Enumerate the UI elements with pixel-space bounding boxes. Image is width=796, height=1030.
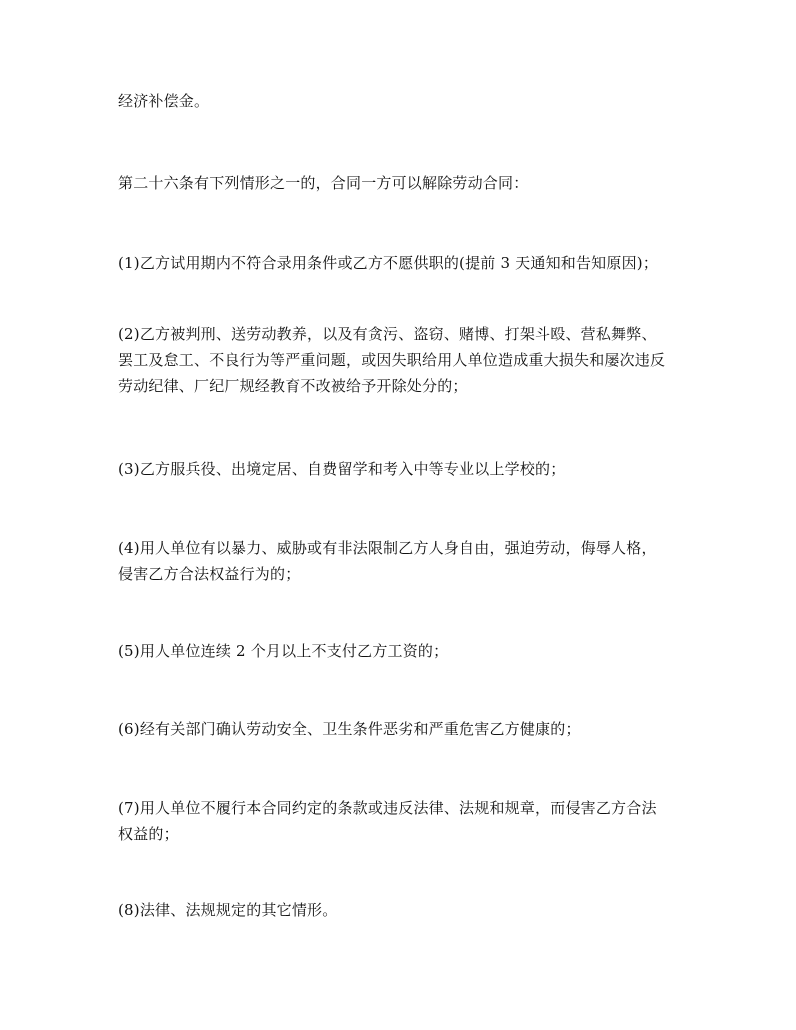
text-line: (5)用人单位连续 2 个月以上不支付乙方工资的； <box>118 642 449 660</box>
text-line: 侵害乙方合法权益行为的； <box>118 565 301 583</box>
text-line: (7)用人单位不履行本合同约定的条款或违反法律、法规和规章，而侵害乙方合法 <box>118 799 657 817</box>
paragraph-item-2 <box>118 321 688 399</box>
text-line: (1)乙方试用期内不符合录用条件或乙方不愿供职的(提前 3 天通知和告知原因)； <box>118 254 659 272</box>
paragraph-compensation <box>118 88 688 114</box>
text-line: 权益的； <box>118 825 179 843</box>
text-line: (6)经有关部门确认劳动安全、卫生条件恶劣和严重危害乙方健康的； <box>118 720 581 738</box>
text-line: 经济补偿金。 <box>118 92 210 110</box>
text-line: (4)用人单位有以暴力、威胁或有非法限制乙方人身自由，强迫劳动，侮辱人格， <box>118 539 657 557</box>
text-line: (3)乙方服兵役、出境定居、自费留学和考入中等专业以上学校的； <box>118 460 566 478</box>
text-line: (2)乙方被判刑、送劳动教养，以及有贪污、盗窃、赌博、打架斗殴、营私舞弊、 <box>118 325 657 343</box>
paragraph-item-6 <box>118 716 688 742</box>
paragraph-item-4 <box>118 535 688 587</box>
text-line: 第二十六条有下列情形之一的，合同一方可以解除劳动合同： <box>118 174 529 192</box>
paragraph-item-5 <box>118 638 688 664</box>
text-line: 劳动纪律、厂纪厂规经教育不改被给予开除处分的； <box>118 377 468 395</box>
text-line: 罢工及怠工、不良行为等严重问题，或因失职给用人单位造成重大损失和屡次违反 <box>118 351 666 369</box>
paragraph-item-3 <box>118 456 688 482</box>
paragraph-item-8 <box>118 897 688 923</box>
text-line: (8)法律、法规规定的其它情形。 <box>118 901 338 919</box>
paragraph-item-1 <box>118 250 688 276</box>
paragraph-item-7 <box>118 795 688 847</box>
paragraph-article-26 <box>118 170 688 196</box>
